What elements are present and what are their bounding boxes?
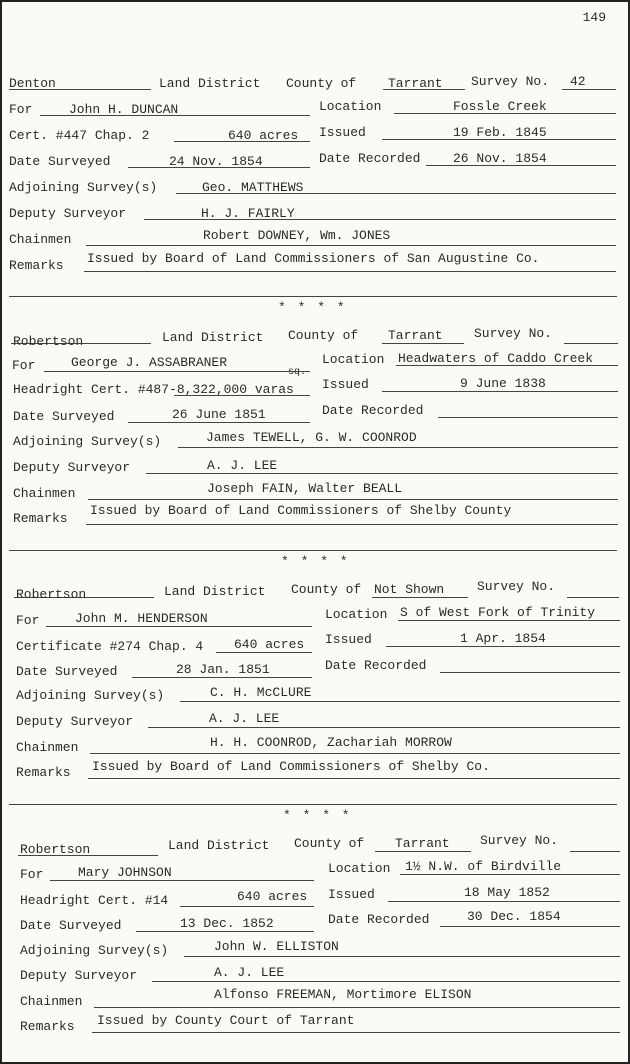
date-surveyed-label: Date Surveyed xyxy=(9,154,111,169)
survey-no-line xyxy=(564,328,618,344)
remarks-value: Issued by Board of Land Commissioners of Shelby Co. xyxy=(92,759,490,774)
deputy-label: Deputy Surveyor xyxy=(16,714,134,729)
cert-label: Headright Cert. #487-8,322,000 varas xyxy=(13,382,294,397)
record-separator: * * * * xyxy=(283,808,352,823)
county-label: County of xyxy=(288,328,359,343)
cert-superscript: sq. xyxy=(288,367,307,378)
land-district-label: Land District xyxy=(168,838,270,853)
survey-no-label: Survey No. xyxy=(477,579,556,594)
district-value: Robertson xyxy=(16,587,87,602)
remarks-extra-line xyxy=(9,296,617,297)
issued-value: 9 June 1838 xyxy=(460,376,546,391)
deputy-value: H. J. FAIRLY xyxy=(201,206,295,221)
issued-label: Issued xyxy=(322,377,369,392)
for-value: John M. HENDERSON xyxy=(75,611,208,626)
location-label: Location xyxy=(319,99,382,114)
adjoining-value: C. H. McCLURE xyxy=(210,685,312,700)
date-recorded-label: Date Recorded xyxy=(319,151,421,166)
date-recorded-label: Date Recorded xyxy=(325,658,427,673)
for-label: For xyxy=(16,613,40,628)
location-label: Location xyxy=(328,861,391,876)
location-label: Location xyxy=(322,352,385,367)
chainmen-value: Robert DOWNEY, Wm. JONES xyxy=(203,228,391,243)
location-value: Fossle Creek xyxy=(453,99,547,114)
chainmen-label: Chainmen xyxy=(20,994,83,1009)
district-value: Robertson xyxy=(20,842,91,857)
issued-value: 19 Feb. 1845 xyxy=(453,125,547,140)
date-surveyed-value: 28 Jan. 1851 xyxy=(176,662,270,677)
date-surveyed-label: Date Surveyed xyxy=(20,918,122,933)
adjoining-label: Adjoining Survey(s) xyxy=(16,688,165,703)
issued-label: Issued xyxy=(328,887,375,902)
location-value: Headwaters of Caddo Creek xyxy=(398,351,594,366)
land-district-label: Land District xyxy=(159,76,261,91)
cert-label: Cert. #447 Chap. 2 xyxy=(9,128,150,143)
land-district-label: Land District xyxy=(162,330,264,345)
date-recorded-label: Date Recorded xyxy=(322,403,424,418)
acres-value: 640 acres xyxy=(228,128,299,143)
chainmen-label: Chainmen xyxy=(9,232,72,247)
page-number: 149 xyxy=(582,10,606,25)
for-label: For xyxy=(9,102,33,117)
chainmen-value: Joseph FAIN, Walter BEALL xyxy=(207,481,403,496)
location-value: S of West Fork of Trinity xyxy=(400,605,596,620)
cert-label: Certificate #274 Chap. 4 xyxy=(16,639,204,654)
record-separator: * * * * xyxy=(281,554,350,569)
date-surveyed-label: Date Surveyed xyxy=(13,409,115,424)
survey-no-label: Survey No. xyxy=(471,74,550,89)
date-surveyed-label: Date Surveyed xyxy=(16,664,118,679)
date-recorded-line xyxy=(438,402,618,418)
record-separator: * * * * xyxy=(278,300,347,315)
survey-no-label: Survey No. xyxy=(474,326,553,341)
date-surveyed-value: 26 June 1851 xyxy=(172,407,266,422)
date-surveyed-value: 13 Dec. 1852 xyxy=(180,916,274,931)
adjoining-value: Geo. MATTHEWS xyxy=(202,180,304,195)
date-recorded-line xyxy=(440,657,620,673)
county-value: Tarrant xyxy=(388,76,443,91)
county-label: County of xyxy=(294,836,365,851)
acres-value: 640 acres xyxy=(234,637,305,652)
deputy-value: A. J. LEE xyxy=(214,965,285,980)
issued-value: 18 May 1852 xyxy=(464,885,550,900)
for-label: For xyxy=(20,867,44,882)
deputy-label: Deputy Surveyor xyxy=(20,968,138,983)
acres-value: 640 acres xyxy=(237,889,308,904)
date-surveyed-value: 24 Nov. 1854 xyxy=(169,154,263,169)
issued-label: Issued xyxy=(325,632,372,647)
adjoining-label: Adjoining Survey(s) xyxy=(20,943,169,958)
survey-no-value: 42 xyxy=(570,74,586,89)
county-value: Not Shown xyxy=(374,582,445,597)
deputy-label: Deputy Surveyor xyxy=(13,460,131,475)
deputy-label: Deputy Surveyor xyxy=(9,206,127,221)
chainmen-label: Chainmen xyxy=(16,740,79,755)
survey-no-line xyxy=(567,582,619,598)
remarks-value: Issued by County Court of Tarrant xyxy=(97,1013,355,1028)
chainmen-label: Chainmen xyxy=(13,486,76,501)
location-value: 1½ N.W. of Birdville xyxy=(405,859,562,874)
survey-no-line xyxy=(570,836,620,852)
for-value: Mary JOHNSON xyxy=(78,865,172,880)
land-district-label: Land District xyxy=(164,584,266,599)
acres-line xyxy=(174,380,310,396)
issued-value: 1 Apr. 1854 xyxy=(460,631,546,646)
district-value: Denton xyxy=(9,76,56,91)
remarks-value: Issued by Board of Land Commissioners of San Augustine Co. xyxy=(87,251,540,266)
for-label: For xyxy=(12,358,36,373)
adjoining-value: James TEWELL, G. W. COONROD xyxy=(206,430,417,445)
chainmen-value: H. H. COONROD, Zachariah MORROW xyxy=(210,735,452,750)
date-recorded-value: 30 Dec. 1854 xyxy=(467,909,561,924)
remarks-label: Remarks xyxy=(9,258,64,273)
adjoining-value: John W. ELLISTON xyxy=(214,939,339,954)
remarks-label: Remarks xyxy=(20,1019,75,1034)
chainmen-value: Alfonso FREEMAN, Mortimore ELISON xyxy=(214,987,472,1002)
cert-label: Headright Cert. #14 xyxy=(20,893,169,908)
adjoining-label: Adjoining Survey(s) xyxy=(13,434,162,449)
county-value: Tarrant xyxy=(395,836,450,851)
adjoining-label: Adjoining Survey(s) xyxy=(9,180,158,195)
remarks-value: Issued by Board of Land Commissioners of Shelby County xyxy=(90,503,512,518)
county-label: County of xyxy=(291,582,362,597)
date-recorded-label: Date Recorded xyxy=(328,912,430,927)
remarks-label: Remarks xyxy=(13,511,68,526)
date-recorded-value: 26 Nov. 1854 xyxy=(453,151,547,166)
for-value: George J. ASSABRANER xyxy=(71,355,228,370)
deputy-value: A. J. LEE xyxy=(207,458,278,473)
remarks-label: Remarks xyxy=(16,765,71,780)
remarks-extra-line xyxy=(9,804,617,805)
county-label: County of xyxy=(286,76,357,91)
county-value: Tarrant xyxy=(388,328,443,343)
for-value: John H. DUNCAN xyxy=(69,102,179,117)
district-value: Robertson xyxy=(13,334,84,349)
deputy-value: A. J. LEE xyxy=(209,711,280,726)
issued-label: Issued xyxy=(319,125,366,140)
location-label: Location xyxy=(325,607,388,622)
remarks-extra-line xyxy=(9,550,617,551)
survey-no-label: Survey No. xyxy=(480,833,559,848)
